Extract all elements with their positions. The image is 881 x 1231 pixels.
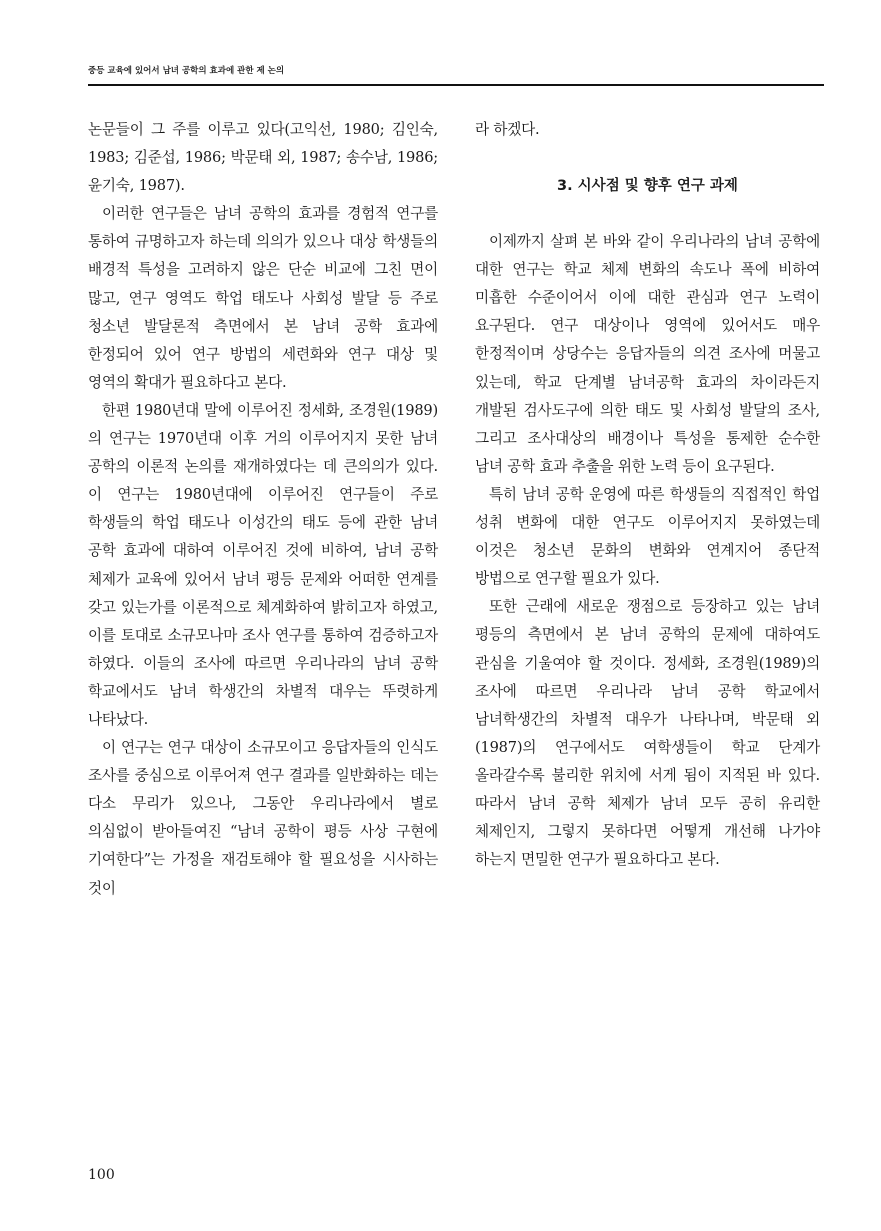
left-column xyxy=(88,116,438,903)
section-heading: 3. 시사점 및 향후 연구 과제 xyxy=(557,178,738,195)
left-paragraph-1: 논문들이 그 주를 이루고 있다(고익선, 1980; 김인숙, 1983; 김준섭, 1986; 박문태 외, 1987; 송수남, 1986; 윤기숙, 1987). xyxy=(88,121,438,195)
right-paragraph-3: 또한 근래에 새로운 쟁점으로 등장하고 있는 남녀 평등의 측면에서 본 남녀 공학의 문제에 대하여도 관심을 기울여야 할 것이다. 정세화, 조경원(1989)의 조사에 따르면 우리나라 남녀 공학 학교에서 남녀학생간의 차별적 대우가 나타나며, 박문태 외(1987)의 연구에서도 여학생들이 학교 단계가 올라갈수록 불리한 위치에 서게 됨이 지적된 바 있다. 따라서 남녀 공학 체제가 남녀 모두 공히 유리한 체제인지, 그렇지 못하다면 어떻게 개선해 나가야 하는지 면밀한 연구가 필요하다고 본다. xyxy=(475,598,820,869)
left-paragraph-3: 한편 1980년대 말에 이루어진 정세화, 조경원(1989)의 연구는 1970년대 이후 거의 이루어지지 못한 남녀 공학의 이론적 논의를 재개하였다는 데 큰의의가 있다. 이 연구는 1980년대에 이루어진 연구들이 주로 학생들의 학업 태도나 이성간의 태도 등에 관한 남녀 공학 효과에 대하여 이루어진 것에 비하여, 남녀 공학 체제가 교육에 있어서 남녀 평등 문제와 어떠한 연계를 갖고 있는가를 이론적으로 체계화하여 밝히고자 하였고, 이를 토대로 소규모나마 조사 연구를 통하여 검증하고자 하였다. 이들의 조사에 따르면 우리나라의 남녀 공학 학교에서도 남녀 학생간의 차별적 대우는 뚜렷하게 나타났다. xyxy=(88,401,438,728)
running-header: 중등 교육에 있어서 남녀 공학의 효과에 관한 제 논의 xyxy=(88,66,285,76)
left-paragraph-4: 이 연구는 연구 대상이 소규모이고 응답자들의 인식도 조사를 중심으로 이루어져 연구 결과를 일반화하는 데는 다소 무리가 있으나, 그동안 우리나라에서 별로 의심없이 받아들여진 “남녀 공학이 평등 사상 구현에 기여한다”는 가정을 재검토해야 할 필요성을 시사하는 것이 xyxy=(88,739,438,897)
header-rule xyxy=(88,84,824,86)
right-paragraph-2: 특히 남녀 공학 운영에 따른 학생들의 직접적인 학업 성취 변화에 대한 연구도 이루어지지 못하였는데 이것은 청소년 문화의 변화와 연계지어 종단적 방법으로 연구할 필요가 있다. xyxy=(475,485,820,588)
right-paragraph-1: 이제까지 살펴 본 바와 같이 우리나라의 남녀 공학에 대한 연구는 학교 체제 변화의 속도나 폭에 비하여 미흡한 수준이어서 이에 대한 관심과 연구 노력이 요구된다. 연구 대상이나 영역에 있어서도 매우 한정적이며 상당수는 응답자들의 의견 조사에 머물고 있는데, 학교 단계별 남녀공학 효과의 차이라든지 개발된 검사도구에 의한 태도 및 사회성 발달의 조사, 그리고 조사대상의 배경이나 특성을 통제한 순수한 남녀 공학 효과 추출을 위한 노력 등이 요구된다. xyxy=(475,233,820,475)
right-continuation: 라 하겠다. xyxy=(475,121,540,138)
page-number: 100 xyxy=(88,1167,115,1183)
left-paragraph-2: 이러한 연구들은 남녀 공학의 효과를 경험적 연구를 통하여 규명하고자 하는데 의의가 있으나 대상 학생들의 배경적 특성을 고려하지 않은 단순 비교에 그친 면이 많고, 연구 영역도 학업 태도나 사회성 발달 등 주로 청소년 발달론적 측면에서 본 남녀 공학 효과에 한정되어 있어 연구 방법의 세련화와 연구 대상 및 영역의 확대가 필요하다고 본다. xyxy=(88,205,438,391)
right-column xyxy=(475,116,820,874)
